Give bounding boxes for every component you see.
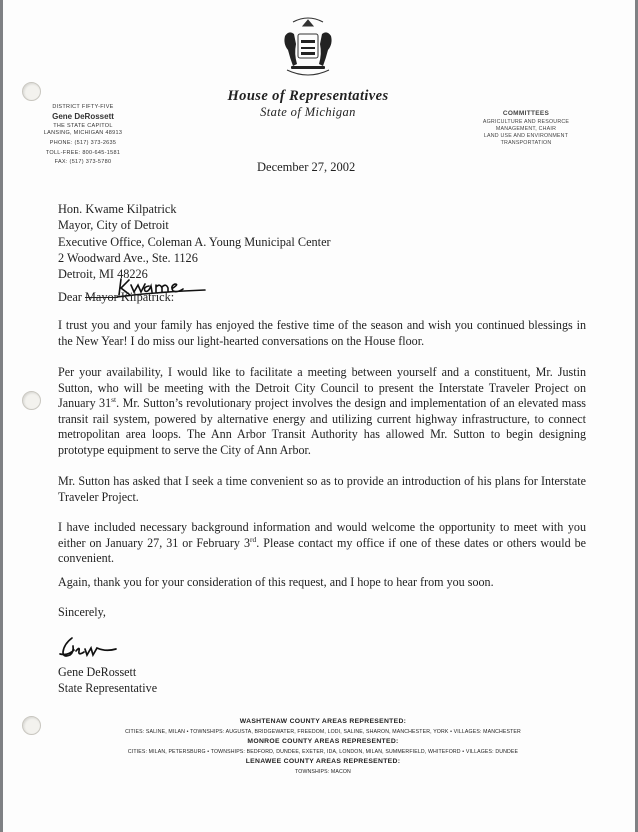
monroe-heading: MONROE COUNTY AREAS REPRESENTED: [247,738,399,745]
paragraph-3: Mr. Sutton has asked that I seek a time convenient so as to provide an introduction of his plans for Interstate Traveler Project. [58,474,586,504]
handwritten-signature [58,634,128,664]
address-line: Hon. Kwame Kilpatrick [58,202,177,216]
committee-item: TRANSPORTATION [500,140,552,147]
paragraph-1: I trust you and your family has enjoyed the festive time of the season and wish you continued blessings in the New Year! I do miss our light-hearted conversations on the House floor. [58,318,586,348]
committees-block [471,110,581,147]
district-label: DISTRICT FIFTY-FIVE [52,104,114,110]
signer-title: State Representative [58,680,158,695]
punch-hole-top [22,82,41,101]
salutation-dear: Dear [58,290,82,304]
committees-heading: COMMITTEES [502,110,550,117]
lenawee-heading: LENAWEE COUNTY AREAS REPRESENTED: [245,758,401,765]
salutation-name: Kilpatrick: [120,290,175,304]
monroe-areas: CITIES: MILAN, PETERSBURG • TOWNSHIPS: BEDFORD, DUNDEE, EXETER, IDA, LONDON, MILAN, SUMMERFIELD, WHITEFORD • VILLAGES: DUNDEE [127,749,519,755]
sincerely: Sincerely, [58,605,106,619]
paragraph-2-text: Per your availability, I would like to facilitate a meeting between yourself and a constituent, Mr. Justin Sutton, who will be meeting with the Detroit City Council to present the Interstate Traveler Project on January 31 [58,365,586,411]
house-name: House of Representatives [227,88,389,104]
punch-hole-bottom [22,716,41,735]
address-line: Mayor, City of Detroit [58,218,169,233]
paragraph-2-text-cont: . Mr. Sutton’s revolutionary project involves the design and implementation of an elevated mass transit rail system, powered by alternative energy and utilizing current highway infrastructure, to connect metropolitan area loops. The Ann Arbor Transit Authority has allowed Mr. Sutton to begin designing prototype equipment to serve the City of Ann Arbor. [58,396,586,457]
paragraph-4 [58,520,586,567]
paragraph-4-text: I have included necessary background information and would welcome the opportunity to meet with you either on January 27, 31 or February 3 [58,520,586,550]
representative-info [23,104,143,166]
paragraph-5: Again, thank you for your consideration of this request, and I hope to hear from you soon. [58,575,494,589]
ordinal-suffix: rd [250,534,257,544]
washtenaw-heading: WASHTENAW COUNTY AREAS REPRESENTED: [239,718,407,725]
representative-name: Gene DeRossett [52,111,114,121]
recipient-address [58,201,331,282]
salutation [58,290,174,305]
washtenaw-areas: CITIES: SALINE, MILAN • TOWNSHIPS: AUGUSTA, BRIDGEWATER, FREEDOM, LODI, SALINE, SHARON, MANCHESTER, YORK • VILLAGES: MANCHESTER [125,729,521,735]
address-line: 2 Woodward Ave., Ste. 1126 [58,250,198,265]
committee-item: MANAGEMENT, CHAIR [495,125,557,132]
phone-number: PHONE: (517) 373-2635 [49,139,117,146]
michigan-seal-icon [279,14,337,80]
address-line: Detroit, MI 48226 [58,267,148,282]
address-line: Executive Office, Coleman A. Young Municipal Center [58,234,331,249]
address-line: LANSING, MICHIGAN 48913 [43,129,123,136]
committee-item: LAND USE AND ENVIRONMENT [483,133,569,140]
lenawee-areas: TOWNSHIPS: MACON [295,769,351,775]
letterhead-title [203,88,413,120]
ordinal-suffix: st [111,395,117,405]
punch-hole-middle [22,391,41,410]
signature-block [58,665,157,696]
paragraph-4-text-cont: . Please contact my office if one of these dates or others would be convenient. [58,535,586,566]
signer-name: Gene DeRossett [58,665,137,679]
salutation-struck-title: Mayor [84,290,118,304]
fax-number: FAX: (517) 373-5780 [54,159,112,166]
address-line: THE STATE CAPITOL [53,122,113,129]
letter-page [3,0,635,832]
letter-date: December 27, 2002 [257,160,356,174]
tollfree-number: TOLL-FREE: 800-645-1581 [45,149,121,156]
paragraph-2 [58,365,586,459]
state-name: State of Michigan [260,105,356,120]
committee-item: AGRICULTURE AND RESOURCE [482,118,570,125]
areas-represented-footer [43,717,603,777]
